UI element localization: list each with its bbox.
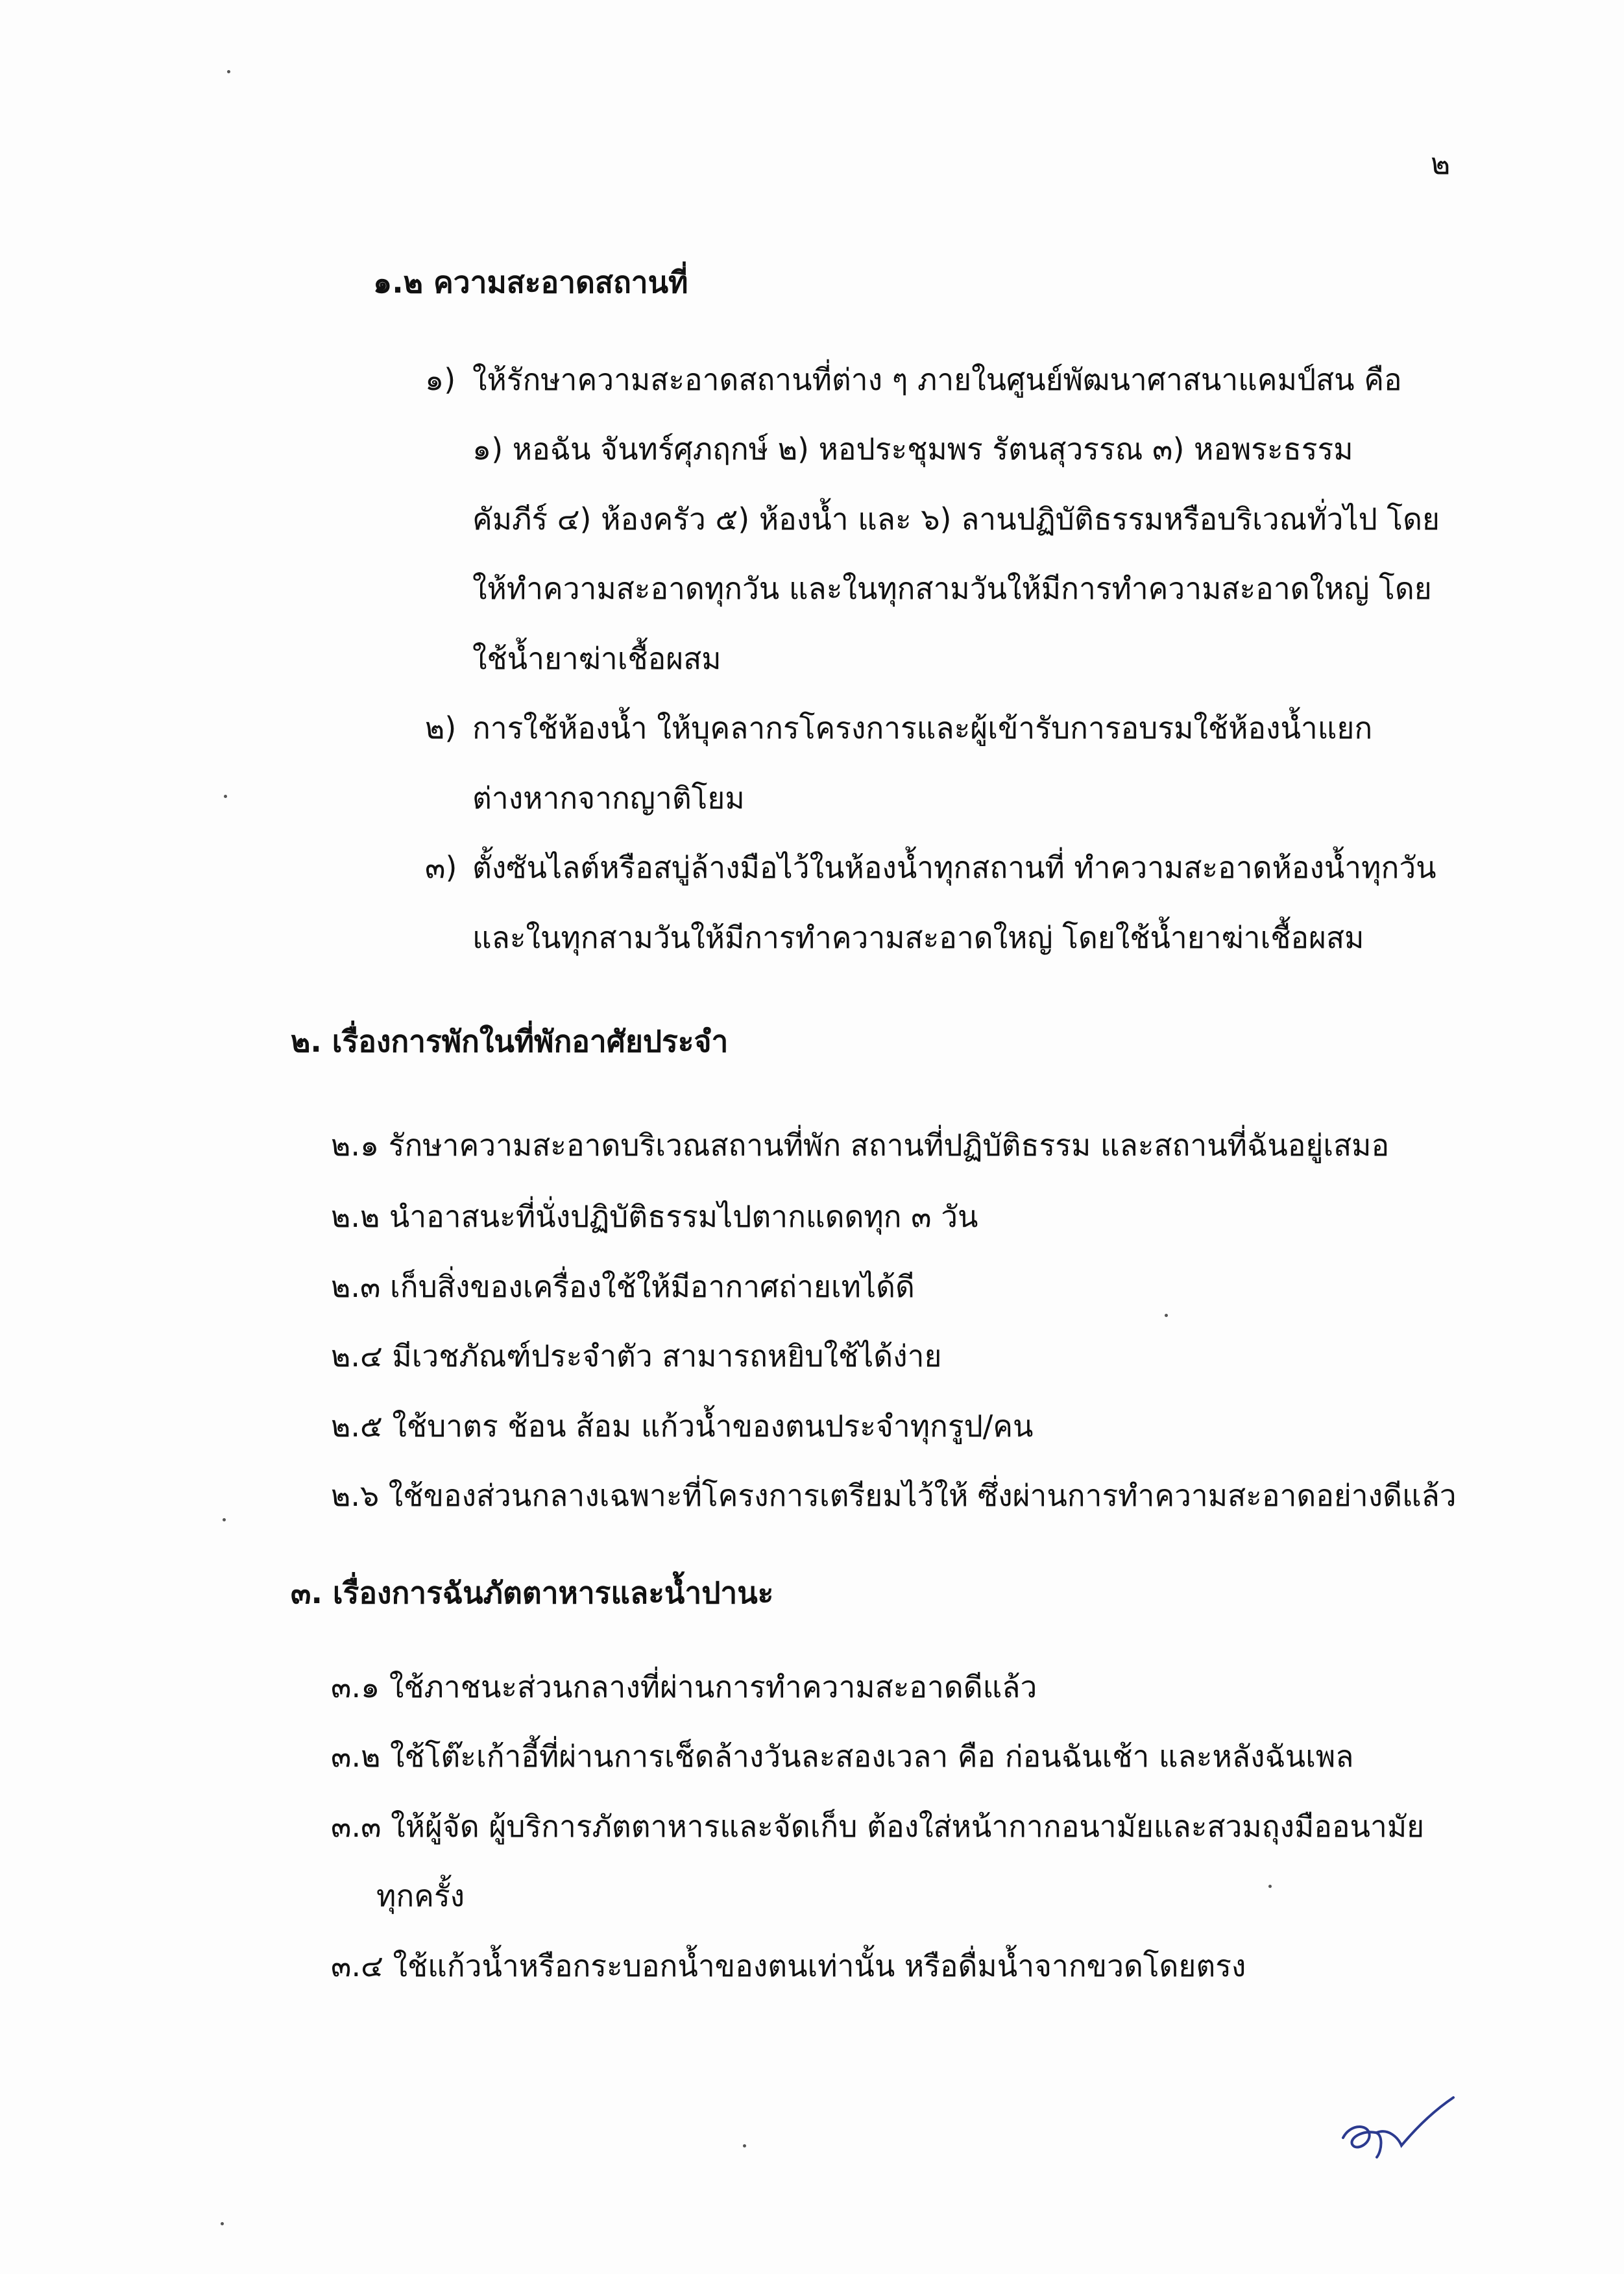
- scan-speck: [227, 70, 230, 73]
- scan-speck: [1268, 1885, 1272, 1888]
- section-2-item-4: ๒.๔ มีเวชภัณฑ์ประจำตัว สามารถหยิบใช้ได้ง่าย: [331, 1338, 942, 1373]
- item-1-line-1: ให้รักษาความสะอาดสถานที่ต่าง ๆ ภายในศูนย์พัฒนาศาสนาแคมป์สน คือ: [472, 362, 1402, 397]
- section-3-heading: ๓. เรื่องการฉันภัตตาหารและน้ำปานะ: [291, 1575, 774, 1610]
- section-3-item-3: ๓.๓ ให้ผู้จัด ผู้บริการภัตตาหารและจัดเก็บ ต้องใส่หน้ากากอนามัยและสวมถุงมืออนามัย: [331, 1809, 1425, 1844]
- section-3-item-3-continued: ทุกครั้ง: [376, 1878, 465, 1913]
- scan-speck: [1165, 1314, 1168, 1317]
- section-2-item-5: ๒.๕ ใช้บาตร ช้อน ส้อม แก้วน้ำของตนประจำทุกรูป/คน: [331, 1409, 1034, 1444]
- section-2-heading: ๒. เรื่องการพักในที่พักอาศัยประจำ: [291, 1024, 729, 1059]
- scan-speck: [743, 2144, 746, 2147]
- item-2-line-2: ต่างหากจากญาติโยม: [472, 780, 745, 816]
- section-2-item-2: ๒.๒ นำอาสนะที่นั่งปฏิบัติธรรมไปตากแดดทุก ๓ วัน: [331, 1199, 978, 1234]
- scan-speck: [223, 1518, 226, 1521]
- item-3-line-2: และในทุกสามวันให้มีการทำความสะอาดใหญ่ โดยใช้น้ำยาฆ่าเชื้อผสม: [472, 920, 1364, 955]
- item-2-number: ๒): [425, 710, 457, 745]
- scan-speck: [224, 795, 227, 798]
- section-1-2-heading: ๑.๒ ความสะอาดสถานที่: [373, 265, 688, 300]
- item-1-number: ๑): [425, 362, 456, 397]
- section-2-item-1: ๒.๑ รักษาความสะอาดบริเวณสถานที่พัก สถานที่ปฏิบัติธรรม และสถานที่ฉันอยู่เสมอ: [331, 1128, 1390, 1163]
- handwritten-initials: [1337, 2092, 1460, 2164]
- item-2-line-1: การใช้ห้องน้ำ ให้บุคลากรโครงการและผู้เข้ารับการอบรมใช้ห้องน้ำแยก: [472, 710, 1373, 745]
- item-1-line-4: ให้ทำความสะอาดทุกวัน และในทุกสามวันให้มีการทำความสะอาดใหญ่ โดย: [472, 571, 1432, 606]
- section-3-item-2: ๓.๒ ใช้โต๊ะเก้าอี้ที่ผ่านการเช็ดล้างวันละสองเวลา คือ ก่อนฉันเช้า และหลังฉันเพล: [331, 1739, 1354, 1774]
- section-2-item-3: ๒.๓ เก็บสิ่งของเครื่องใช้ให้มีอากาศถ่ายเทได้ดี: [331, 1269, 915, 1304]
- item-1-line-5: ใช้น้ำยาฆ่าเชื้อผสม: [472, 641, 721, 676]
- page-number: ๒: [1431, 146, 1451, 181]
- scan-speck: [221, 2222, 224, 2225]
- item-1-line-3: คัมภีร์ ๔) ห้องครัว ๕) ห้องน้ำ และ ๖) ลานปฏิบัติธรรมหรือบริเวณทั่วไป โดย: [472, 502, 1440, 537]
- item-3-line-1: ตั้งซันไลต์หรือสบู่ล้างมือไว้ในห้องน้ำทุกสถานที่ ทำความสะอาดห้องน้ำทุกวัน: [472, 850, 1436, 885]
- section-3-item-1: ๓.๑ ใช้ภาชนะส่วนกลางที่ผ่านการทำความสะอาดดีแล้ว: [331, 1669, 1037, 1704]
- section-3-item-4: ๓.๔ ใช้แก้วน้ำหรือกระบอกน้ำของตนเท่านั้น หรือดื่มน้ำจากขวดโดยตรง: [331, 1948, 1246, 1983]
- item-1-line-2: ๑) หอฉัน จันทร์ศุภฤกษ์ ๒) หอประชุมพร รัตนสุวรรณ ๓) หอพระธรรม: [472, 431, 1353, 466]
- section-2-item-6: ๒.๖ ใช้ของส่วนกลางเฉพาะที่โครงการเตรียมไว้ให้ ซึ่งผ่านการทำความสะอาดอย่างดีแล้ว: [331, 1478, 1457, 1513]
- item-3-number: ๓): [425, 850, 457, 885]
